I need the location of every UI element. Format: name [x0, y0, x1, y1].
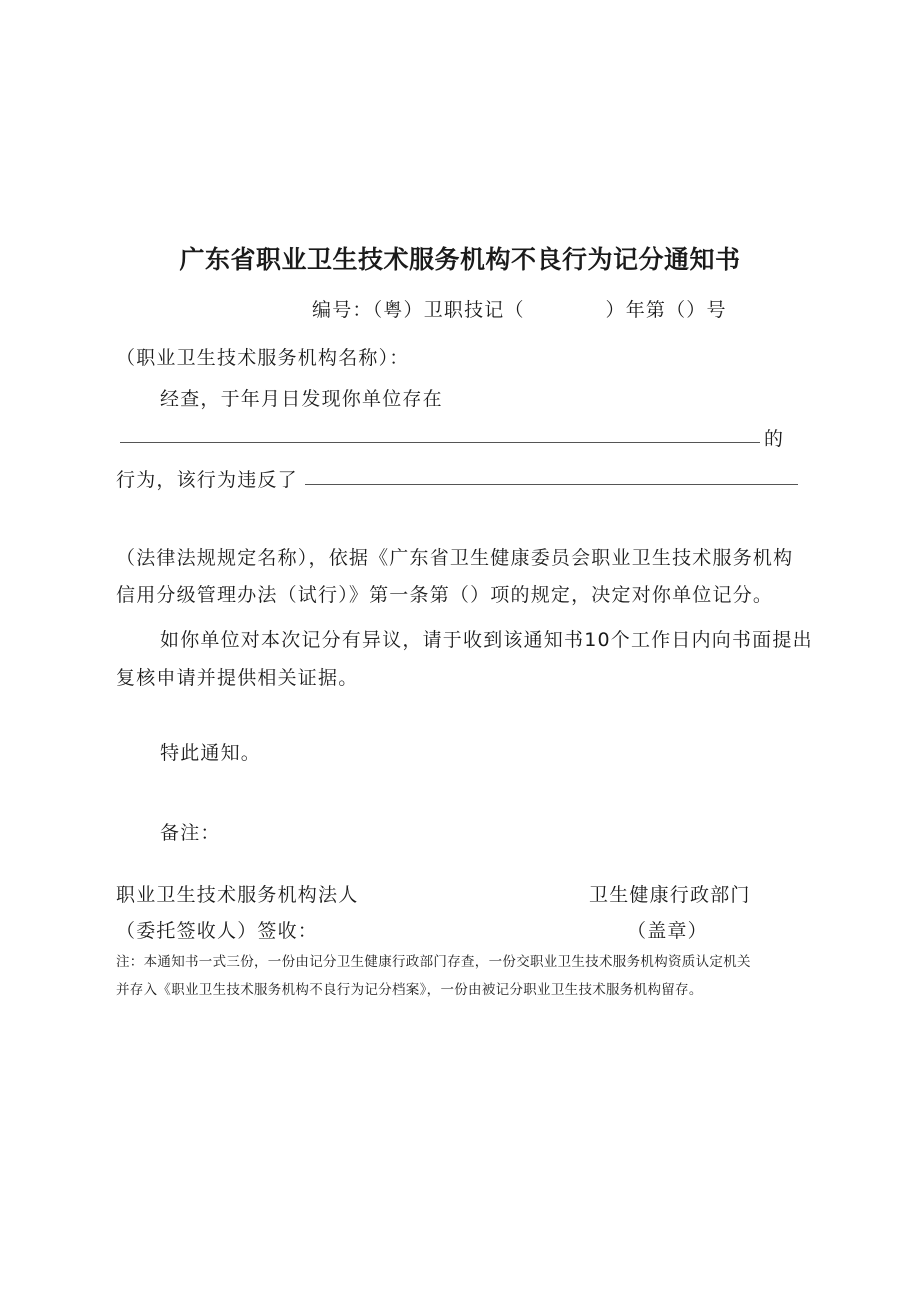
finding-text: 经查，于年月日发现你单位存在	[160, 388, 443, 410]
violation-text: 行为，该行为违反了	[116, 469, 298, 491]
footnote-line2: 并存入《职业卫生技术服务机构不良行为记分档案》，一份由被记分职业卫生技术服务机构留存。	[116, 982, 703, 998]
addressee: （职业卫生技术服务机构名称）：	[116, 347, 410, 369]
document-number: 编号：（粤）卫职技记（ ）年第（）号	[312, 299, 727, 321]
signer-left-line2: （委托签收人）签收：	[116, 920, 319, 942]
law-blank-line	[305, 484, 798, 485]
signer-right-line1: 卫生健康行政部门	[589, 884, 751, 906]
signer-left-line1: 职业卫生技术服务机构法人	[116, 884, 359, 906]
appeal-text-line1: 如你单位对本次记分有异议，请于收到该通知书10个工作日内向书面提出	[160, 629, 813, 651]
behavior-suffix: 的	[764, 428, 785, 450]
basis-text-line2: 信用分级管理办法（试行）》第一条第（）项的规定，决定对你单位记分。	[116, 584, 774, 606]
footnote-line1: 注：本通知书一式三份，一份由记分卫生健康行政部门存查，一份交职业卫生技术服务机构资质认定机关	[116, 954, 751, 970]
appeal-text-line2: 复核申请并提供相关证据。	[116, 667, 359, 689]
remarks-label: 备注：	[160, 822, 221, 844]
closing-text: 特此通知。	[160, 742, 262, 764]
behavior-blank-line	[120, 442, 760, 443]
basis-text-line1: （法律法规规定名称），依据《广东省卫生健康委员会职业卫生技术服务机构	[116, 547, 794, 569]
document-title: 广东省职业卫生技术服务机构不良行为记分通知书	[179, 245, 741, 274]
signer-right-line2: （盖章）	[627, 920, 708, 942]
